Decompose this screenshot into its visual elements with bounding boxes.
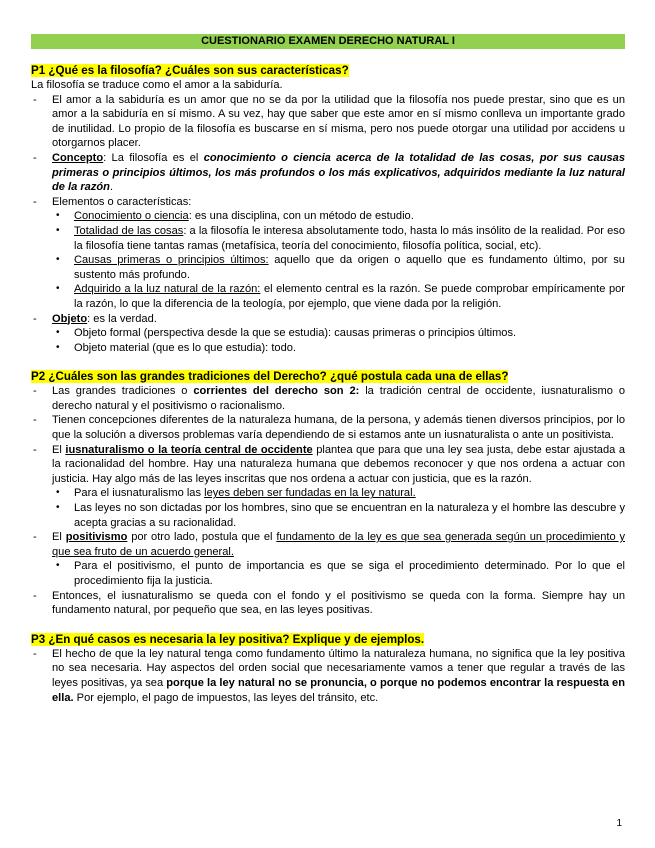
- q3-paragraph-1: - El hecho de que la ley natural tenga como fundamento último la naturaleza humana, no significa que la ley positiva no sea necesaria. Hay aspectos del orden social que necesariamente vamos a tener que regular a través de las leyes positivas, ya sea porque la ley natural no se pronuncia, o porque no podemos encontrar la respuesta en ella. Por ejemplo, el pago de impuestos, las leyes del tránsito, etc.: [31, 647, 625, 705]
- q2-paragraph-3: - El iusnaturalismo o la teoría central de occidente plantea que para que una ley sea justa, debe estar ajustada a la racionalidad del hombre. Hay una naturaleza humana que debemos reconocer y que nos ordena a actuar con justicia. Hay algo más de las leyes inscritas que nos ordena a actuar con justicia, que es la razón.: [31, 443, 625, 487]
- list-item: • Objeto formal (perspectiva desde la que se estudia): causas primeras o principios últimos.: [31, 326, 625, 341]
- object-label: Objeto: [52, 312, 88, 325]
- concept-label: Concepto: [52, 151, 104, 164]
- list-item: • Adquirido a la luz natural de la razón: el elemento central es la razón. Se puede comprobar empíricamente por la razón, lo que la diferencia de la teología, por ejemplo, que viene dada por la religión.: [31, 282, 625, 311]
- q1-paragraph-1: - El amor a la sabiduría es un amor que no se da por la utilidad que la filosofía nos puede prestar, sino que es un amor a la sabiduría en sí mismo. A su vez, hay que saber que este amor en sí mismo conlleva un importante grado de inutilidad. Lo propio de la filosofía es buscarse en sí misma, pero nos puede otorgar una utilidad por accidens u otorgarnos placer.: [31, 93, 625, 151]
- document-title: CUESTIONARIO EXAMEN DERECHO NATURAL I: [31, 34, 625, 49]
- q2-paragraph-2: - Tienen concepciones diferentes de la naturaleza humana, de la persona, y además tienen diversos principios, por lo que la solución a diversos problemas varía dependiendo de si estamos ante un iusnaturalista o ante un positivista.: [31, 413, 625, 442]
- q2-paragraph-5: - Entonces, el iusnaturalismo se queda con el fondo y el positivismo se queda con la forma. Siempre hay un fundamento natural, por pequeño que sea, en las leyes positivas.: [31, 589, 625, 618]
- list-item: • Conocimiento o ciencia: es una disciplina, con un método de estudio.: [31, 209, 625, 224]
- q1-concept: - Concepto: La filosofía es el conocimiento o ciencia acerca de la totalidad de las cosas, por sus causas primeras o principios últimos, los más profundos o los más explicativos, adquiridos mediante la luz natural de la razón.: [31, 151, 625, 195]
- q2-paragraph-1: - Las grandes tradiciones o corrientes del derecho son 2: la tradición central de occidente, iusnaturalismo o derecho natural y el positivismo o racionalismo.: [31, 384, 625, 413]
- q1-object: - Objeto: es la verdad.: [31, 312, 625, 327]
- q1-elements-intro: - Elementos o características:: [31, 195, 625, 210]
- q1-intro: La filosofía se traduce como el amor a la sabiduría.: [31, 79, 283, 91]
- list-item: • Para el iusnaturalismo las leyes deben ser fundadas en la ley natural.: [31, 486, 625, 501]
- page-number: 1: [616, 818, 622, 829]
- question-3: P3 ¿En qué casos es necesaria la ley positiva? Explique y de ejemplos.: [31, 632, 425, 646]
- question-1: P1 ¿Qué es la filosofía? ¿Cuáles son sus características?: [31, 64, 349, 77]
- list-item: • Para el positivismo, el punto de importancia es que se siga el procedimiento determinado. Por lo que el procedimiento fija la justicia.: [31, 559, 625, 588]
- document-page: [31, 34, 625, 705]
- list-item: • Las leyes no son dictadas por los hombres, sino que se encuentran en la naturaleza y el hombre las descubre y acepta gracias a su racionalidad.: [31, 501, 625, 530]
- list-item: • Objeto material (que es lo que estudia): todo.: [31, 341, 625, 356]
- list-item: • Causas primeras o principios últimos: aquello que da origen o aquello que es fundamento último, por su sustento más profundo.: [31, 253, 625, 282]
- list-item: • Totalidad de las cosas: a la filosofía le interesa absolutamente todo, hasta lo más insólito de la realidad. Por eso la filosofía tiene tantas ramas (metafísica, teoría del conocimiento, filosofía política, social, etc).: [31, 224, 625, 253]
- q2-paragraph-4: - El positivismo por otro lado, postula que el fundamento de la ley es que sea generada según un procedimiento y que sea fruto de un acuerdo general.: [31, 530, 625, 559]
- concept-definition: conocimiento o ciencia acerca de la totalidad de las cosas, por sus causas primeras o principios últimos, los más profundos o los más explicativos, adquiridos mediante la luz natural de la razón: [52, 151, 625, 194]
- question-2: P2 ¿Cuáles son las grandes tradiciones del Derecho? ¿qué postula cada una de ellas?: [31, 370, 509, 384]
